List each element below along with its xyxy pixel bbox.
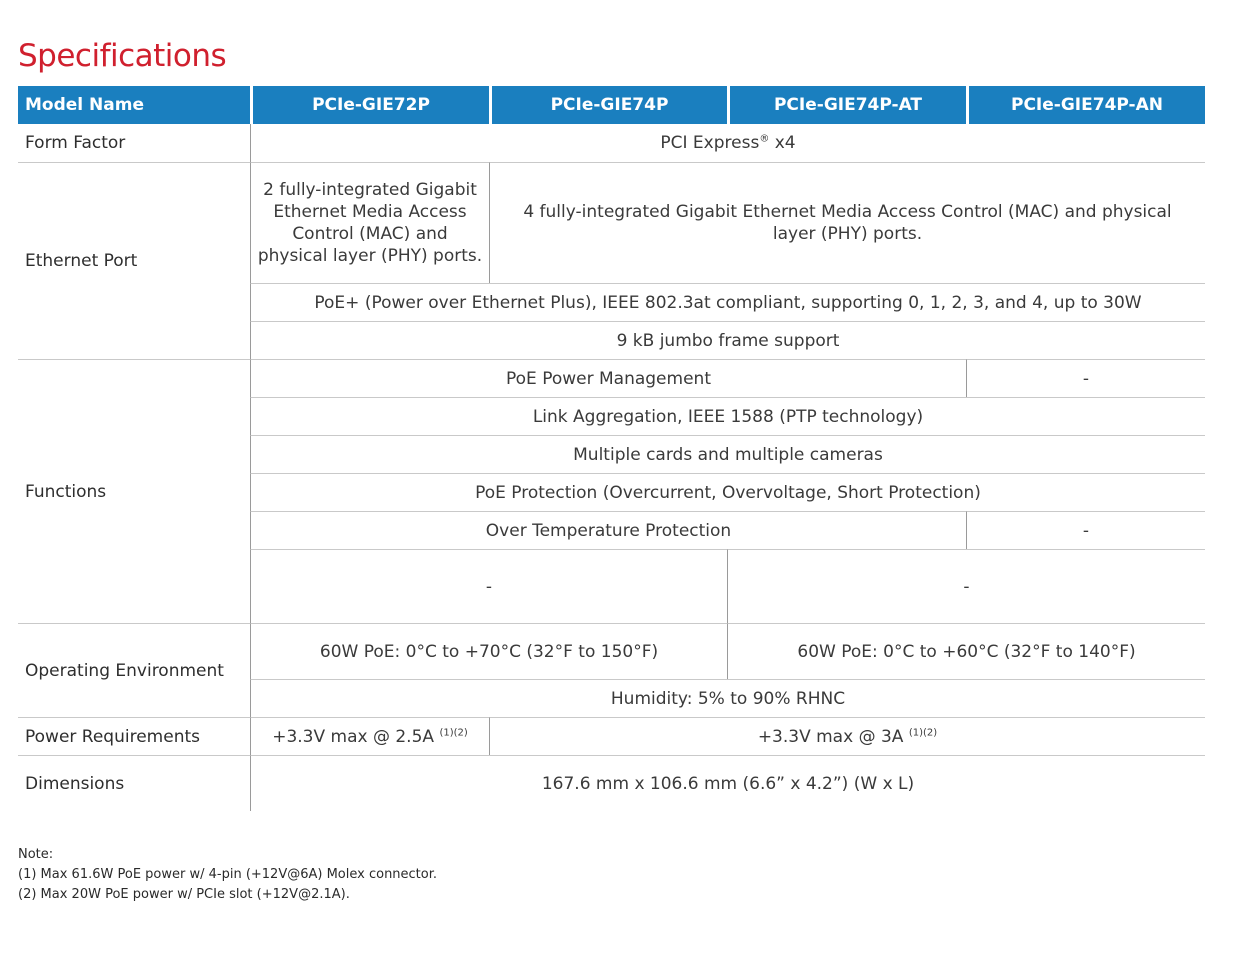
header-pcie-gie72p: PCIe-GIE72P	[250, 86, 489, 124]
table-row	[18, 359, 1205, 397]
row-label-dimensions: Dimensions	[18, 755, 250, 811]
table-row	[18, 717, 1205, 755]
functions-blank-right: -	[727, 549, 1205, 623]
functions-multiple-cards: Multiple cards and multiple cameras	[250, 435, 1205, 473]
table-row	[18, 162, 1205, 283]
row-label-power-requirements: Power Requirements	[18, 717, 250, 755]
functions-poe-power-management-an: -	[966, 359, 1205, 397]
operating-env-right: 60W PoE: 0°C to +60°C (32°F to 140°F)	[727, 623, 1205, 679]
table-row	[18, 124, 1205, 162]
table-row	[18, 755, 1205, 811]
row-label-form-factor: Form Factor	[25, 133, 126, 153]
ethernet-port-others: 4 fully-integrated Gigabit Ethernet Media Access Control (MAC) and physical layer (PHY) ports.	[489, 162, 1205, 283]
functions-over-temperature: Over Temperature Protection	[250, 511, 966, 549]
header-model-name: Model Name	[18, 86, 250, 124]
header-pcie-gie74p-at: PCIe-GIE74P-AT	[727, 86, 966, 124]
header-pcie-gie74p-an: PCIe-GIE74P-AN	[966, 86, 1205, 124]
note-1: (1) Max 61.6W PoE power w/ 4-pin (+12V@6A) Molex connector.	[18, 867, 438, 882]
functions-link-aggregation: Link Aggregation, IEEE 1588 (PTP technology)	[250, 397, 1205, 435]
functions-poe-power-management: PoE Power Management	[250, 359, 966, 397]
power-others: +3.3V max @ 3A $^{(1)(2)}$	[489, 717, 1205, 755]
specifications-table	[18, 86, 1205, 811]
note-heading: Note:	[18, 847, 54, 862]
note-2: (2) Max 20W PoE power w/ PCIe slot (+12V@2.1A).	[18, 887, 350, 902]
functions-poe-protection: PoE Protection (Overcurrent, Overvoltage, Short Protection)	[250, 473, 1205, 511]
power-gie72p: +3.3V max @ 2.5A $^{(1)(2)}$	[250, 717, 489, 755]
functions-over-temperature-an: -	[966, 511, 1205, 549]
footnotes	[18, 845, 437, 905]
operating-env-left: 60W PoE: 0°C to +70°C (32°F to 150°F)	[250, 623, 727, 679]
row-label-ethernet-port: Ethernet Port	[18, 162, 250, 359]
functions-blank-left: -	[250, 549, 727, 623]
header-row	[18, 86, 1205, 124]
ethernet-port-gie72p: 2 fully-integrated Gigabit Ethernet Media Access Control (MAC) and physical layer (PHY) ports.	[250, 162, 489, 283]
dimensions-value: 167.6 mm x 106.6 mm (6.6” x 4.2”) (W x L)	[250, 755, 1205, 811]
page-title: Specifications	[18, 38, 227, 74]
ethernet-poe-plus: PoE+ (Power over Ethernet Plus), IEEE 802.3at compliant, supporting 0, 1, 2, 3, and 4, up to 30W	[250, 283, 1205, 321]
header-pcie-gie74p: PCIe-GIE74P	[489, 86, 727, 124]
operating-env-humidity: Humidity: 5% to 90% RHNC	[250, 679, 1205, 717]
table-row	[18, 623, 1205, 679]
ethernet-jumbo-frame: 9 kB jumbo frame support	[250, 321, 1205, 359]
row-label-operating-environment: Operating Environment	[18, 623, 250, 717]
row-label-functions: Functions	[18, 359, 250, 623]
form-factor-value: PCI Express® x4	[250, 124, 1205, 162]
